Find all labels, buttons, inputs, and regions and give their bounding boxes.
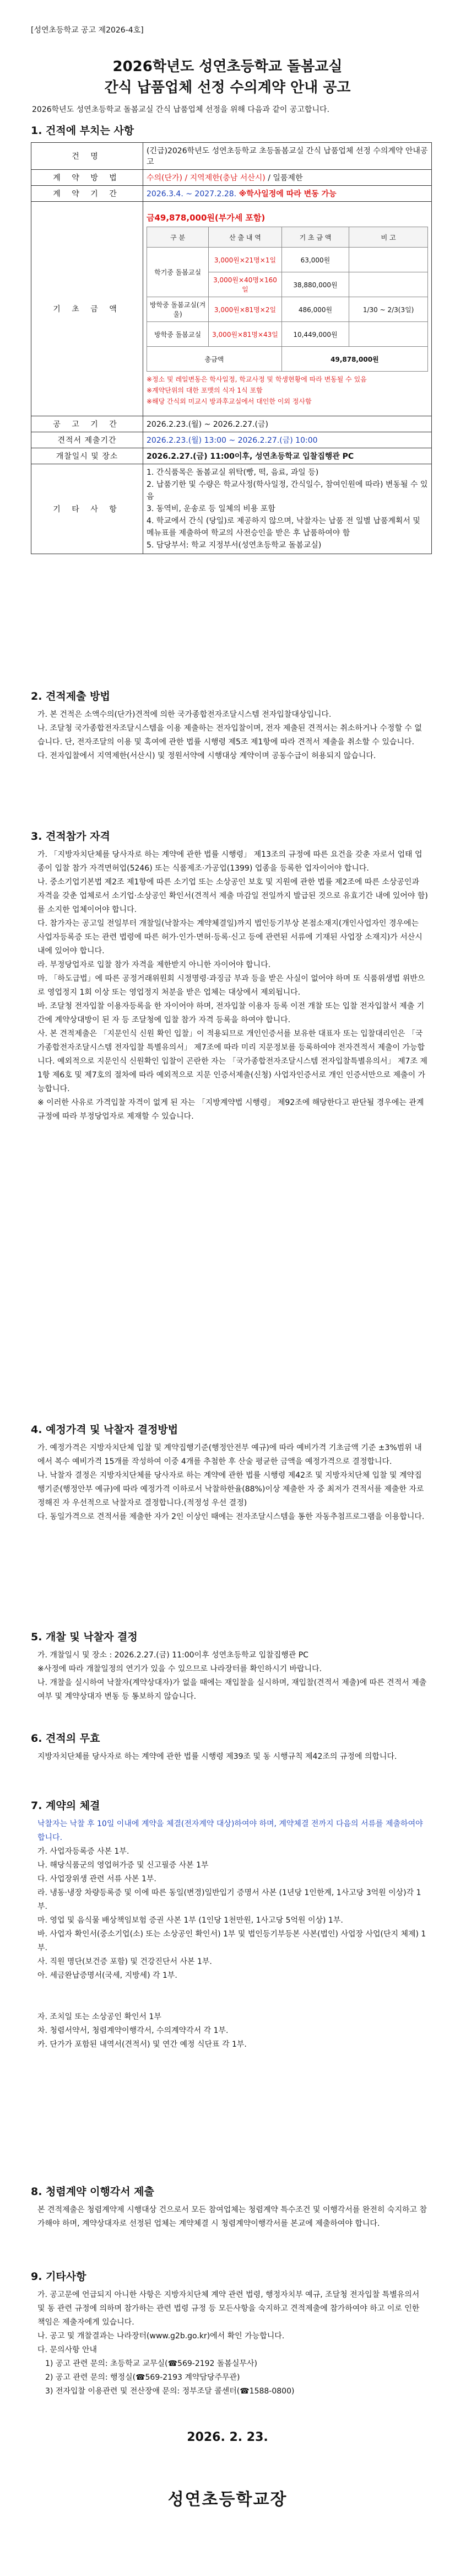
paragraph: 낙찰자는 낙찰 후 10일 이내에 계약을 체결(전자계약 대상)하여야 하며, 계약체결 전까지 다음의 서류를 제출하여야 합니다.: [37, 1820, 423, 1842]
note-cell: 1/30 ~ 2/3(3일): [349, 297, 428, 322]
paragraph: 바. 사업자 확인서(중소기업(소) 또는 소상공인 확인서) 1부 및 법인등기부등본 사본(법인) 사업장 사업(단지 체제) 1부.: [37, 1930, 426, 1952]
method-type: 수의(단가): [147, 174, 183, 183]
paragraph: 마. 영업 및 음식물 배상책임보험 증권 사본 1부 (1인당 1천만원, 1사고당 5억원 이상) 1부.: [37, 1916, 343, 1925]
row-value-opening: 2026.2.27.(금) 11:00이후, 성연초등학교 입찰집행관 PC: [143, 448, 432, 464]
paragraph: 마. 「하도급법」에 따른 공정거래위원회 시정명령·과징금 부과 등을 받은 사실이 없어야 하며 또 식품위생법 위반으로 영업정지 1회 이상 또는 영업정지 처분을 받은 업체는 대상에서 제외됩니다.: [37, 974, 425, 997]
row-value-period: [143, 186, 432, 202]
note-cell: [349, 272, 428, 297]
total-label: 총금액: [147, 347, 282, 372]
section-7-heading: 7. 계약의 체결: [31, 1800, 100, 1812]
contract-period: 2026.3.4. ~ 2027.2.28.: [147, 190, 237, 198]
section-3-heading: 3. 견적참가 자격: [31, 830, 110, 842]
paragraph: 나. 공고 및 개찰결과는 나라장터(www.g2b.go.kr)에서 확인 가능합니다.: [37, 2332, 285, 2341]
bid-summary-table: [31, 142, 432, 554]
calc-cell: 3,000원×40명×160일: [209, 272, 282, 297]
paragraph: 나. 해당식품군의 영업허가증 및 신고필증 사본 1부: [37, 1861, 209, 1870]
paragraph: 바. 조달청 전자입찰 이용자등록을 한 자이어야 하며, 전자입찰 이용자 등록 이전 개찰 또는 입찰 전자입찰서 제출 기간에 계약상대방이 된 자 등 조달청에 입찰 참가 자격 등록을 하여야 합니다.: [37, 1002, 425, 1024]
total-value: 49,878,000원: [281, 347, 427, 372]
paragraph: 나. 중소기업기본법 제2조 제1항에 따른 소기업 또는 소상공인 보호 및 지원에 관한 법률 제2조에 따른 소상공인과 자격을 갖춘 업체로서 소기업·소상공인 확인서(견적서 제출 마감일 전일까지 발급된 것으로 유효기간 내에 있어야 함)를 소지한 업체이어야 합니다.: [37, 878, 428, 914]
paragraph: 나. 개찰을 실시하여 낙찰자(계약상대자)가 없을 때에는 재입찰을 실시하며, 재입찰(견적서 제출)에 따른 견적서 제출 여부 및 계약상대자 변동 등 통보하지 않습니다.: [37, 1678, 427, 1701]
paragraph: 나. 조달청 국가종합전자조달시스템을 이용 제출하는 전자입찰이며, 전자 제출된 견적서는 취소하거나 수정할 수 없습니다. 단, 전자조달의 이용 및 혹여에 관한 법률 시행령 제5조 제1항에 따라 견적서 제출을 취소할 수 있습니다.: [37, 724, 422, 747]
paragraph: 카. 단가가 포함된 내역서(견적서) 및 연간 예정 식단표 각 1부.: [37, 2040, 247, 2049]
calc-cell: 3,000원×81명×43일: [209, 322, 282, 347]
table-row-total: [147, 347, 428, 372]
section-4-body: [37, 1441, 429, 1524]
other-item: 3. 동역비, 운송로 등 일체의 비용 포함: [147, 505, 275, 513]
paragraph: 가. 본 건적은 소액수의(단가)견적에 의한 국가종합전자조달시스템 전자입찰대상입니다.: [37, 710, 332, 719]
note-cell: [349, 248, 428, 272]
paragraph: 라. 부정당업자로 입찰 참가 자격을 제한받지 아니한 자이어야 합니다.: [37, 960, 271, 969]
calc-cell: 3,000원×81명×2일: [209, 297, 282, 322]
paragraph: 지방자치단체를 당사자로 하는 계약에 관한 법률 시행령 제39조 및 동 시행규칙 제42조의 규정에 의합니다.: [37, 1752, 397, 1761]
col-header-category: 구 분: [147, 227, 209, 248]
section-6-heading: 6. 견적의 무효: [31, 1732, 100, 1745]
category-semester: 학기중 돌봄교실: [147, 248, 209, 297]
row-label-other: 기 타 사 항: [31, 464, 143, 554]
section-9-body: [37, 2288, 429, 2398]
row-label-method: 계 약 방 법: [31, 170, 143, 186]
issuer-name: 성연초등학교장: [167, 2490, 288, 2509]
paragraph: ※사정에 따라 개찰일정의 연기가 있을 수 있으므로 나라장터를 확인하시기 바랍니다.: [37, 1665, 322, 1673]
row-label-base-amount: 기 초 금 액: [31, 202, 143, 416]
section-9-heading: 9. 기타사항: [31, 2271, 86, 2283]
table-row: [147, 322, 428, 347]
paragraph: 가. 예정가격은 지방자치단체 입찰 및 계약집행기준(행정안전부 예규)에 따라 예비가격 기초금액 기준 ±3%범위 내에서 복수 예비가격 15개를 작성하여 이중 4개를 추첨한 후 산술 평균한 금액을 예정가격으로 결정합니다.: [37, 1443, 422, 1466]
amount-note-2: ※계약단위의 대한 포맷의 식자 1식 포함: [147, 387, 263, 394]
category-winter: 방학중 돌봄교실(겨울): [147, 297, 209, 322]
row-label-opening: 개찰일시 및 장소: [31, 448, 143, 464]
section-2-heading: 2. 견적제출 방법: [31, 690, 110, 702]
notice-page: [21, 0, 434, 2576]
paragraph: ※ 이러한 사유로 가격입찰 자격이 없게 된 자는 「지방계약법 시행령」 제92조에 해당한다고 판단될 경우에는 관계규정에 따라 부정당업자로 제재할 수 있습니다.: [37, 1098, 424, 1121]
section-1-heading: 1. 건적에 부치는 사항: [31, 125, 134, 137]
section-5-heading: 5. 개찰 및 낙찰자 결정: [31, 1631, 138, 1643]
section-7-body: [37, 1817, 429, 2052]
section-8-heading: 8. 청렴계약 이행각서 제출: [31, 2186, 154, 2198]
method-region: / 지역제한(충남 서산시): [185, 174, 266, 183]
amount-breakdown-table: [147, 227, 428, 372]
paragraph: 사. 직원 명단(보건증 포함) 및 건강진단서 사본 1부.: [37, 1957, 212, 1966]
contact-line: 2) 공고 관련 문의: 행정실(☎569-2193 계약담당주무관): [45, 2373, 240, 2382]
amount-cell: 10,449,000원: [281, 322, 349, 347]
section-3-body: [37, 848, 429, 1124]
paragraph: 가. 「지방자치단체를 당사자로 하는 계약에 관한 법률 시행령」 제13조의 규정에 따른 요건을 갖춘 자로서 업태 업종이 입찰 참가 자격면허업(5246) 또는 식품제조·가공업(1399) 업종을 등록한 업자이어야 합니다.: [37, 850, 422, 873]
contact-line: 1) 공고 관련 문의: 초등학교 교무실(☎569-2192 돌봄실무사): [45, 2359, 257, 2368]
col-header-amount: 기 초 금 액: [281, 227, 349, 248]
paragraph: 본 견적제출은 청렴계약제 시행대상 건으로서 모든 참여업체는 청렴계약 특수조건 및 이행각서를 완전히 숙지하고 참가해야 하며, 계약상대자로 선정된 업체는 계약체결 시 청렴계약이행각서를 본교에 제출하여야 합니다.: [37, 2205, 427, 2228]
section-2-body: [37, 708, 429, 763]
notice-date: 2026. 2. 23.: [187, 2430, 268, 2444]
col-header-note: 비 고: [349, 227, 428, 248]
amount-note-3: ※해당 간식외 미교시 방과후교실에서 대인한 이외 정사함: [147, 398, 312, 405]
paragraph: 가. 사업자등록증 사본 1부.: [37, 1847, 129, 1856]
category-vacation: 방학중 돌봄교실: [147, 322, 209, 347]
paragraph: 사. 본 견적제출은 「지문인식 신원 확인 입찰」이 적용되므로 개인인증서를 보유한 대표자 또는 입찰대리인은 「국가종합전자조달시스템 전자입찰 특별유의서」 제7조에 따라 미리 지문정보를 등록하여야 전자견적서 제출이 가능합니다. 예외적으로 지문인식 신원확인 입찰이 곤란한 자는 「국가종합전자조달시스템 전자입찰특별유의서」 제7조 제1항 제6호 및 제7호의 절차에 따라 예외적으로 지문 인증서제출(신청) 사업자인증서로 개인 인증서만으로 제출이 가능합니다.: [37, 1029, 427, 1093]
amount-cell: 63,000원: [281, 248, 349, 272]
other-item: 2. 납품기한 및 수량은 학교사정(학사일정, 간식일수, 참여인원에 따라) 변동될 수 있음: [147, 480, 428, 501]
paragraph: 다. 동일가격으로 견적서를 제출한 자가 2인 이상인 때에는 전자조달시스템을 통한 자동추첨프로그램을 이용합니다.: [37, 1512, 425, 1521]
row-value-notice-period: 2026.2.23.(월) ~ 2026.2.27.(금): [143, 416, 432, 432]
row-label-submit-period: 견적서 제출기간: [31, 432, 143, 448]
table-row: [147, 248, 428, 272]
paragraph: 가. 개찰일시 및 장소 : 2026.2.27.(금) 11:00이후 성연초등학교 입찰집행관 PC: [37, 1651, 308, 1660]
row-value-name: (긴급)2026학년도 성연초등학교 초등돌봄교실 간식 납품업체 선정 수의계약 안내공고: [143, 143, 432, 170]
section-6-body: [37, 1750, 429, 1764]
paragraph: 다. 참가자는 공고일 전일부터 개찰일(낙찰자는 계약체결일)까지 법인등기부상 본점소재지(개인사업자인 경우에는 사업자등록증 또는 관련 법령에 따른 허가·인가·면허·등록·신고 등에 관련된 서류에 기재된 사업장 소재지)가 서산시 내에 있어야 합니다.: [37, 919, 422, 956]
paragraph: 차. 청렴서약서, 청렴계약이행각서, 수의계약각서 각 1부.: [37, 2026, 229, 2035]
other-item: 5. 담당부서: 학교 지정부서(성연초등학교 돌봄교실): [147, 541, 322, 550]
row-label-notice-period: 공 고 기 간: [31, 416, 143, 432]
intro-text: 2026학년도 성연초등학교 돌봄교실 간식 납품업체 선정을 위해 다음과 같이 공고합니다.: [32, 105, 329, 114]
paragraph: 아. 세금완납증명서(국세, 지방세) 각 1부.: [37, 1971, 177, 1980]
method-limit: / 일품제한: [268, 174, 303, 183]
other-item: 1. 간식품목은 돌봄교실 위탁(빵, 떡, 음료, 과일 등): [147, 468, 319, 477]
period-note: ※학사일정에 따라 변동 가능: [239, 190, 337, 198]
row-value-submit-period: 2026.2.23.(월) 13:00 ~ 2026.2.27.(금) 10:00: [143, 432, 432, 448]
amount-cell: 38,880,000원: [281, 272, 349, 297]
section-4-heading: 4. 예정가격 및 낙찰자 결정방법: [31, 1424, 178, 1436]
paragraph: 다. 사업장위생 관련 서류 사본 1부.: [37, 1875, 156, 1883]
notice-title-line2: 간식 납품업체 선정 수의계약 안내 공고: [104, 79, 351, 96]
col-header-calc: 산 출 내 역: [209, 227, 282, 248]
paragraph: 가. 공고문에 언급되지 아니한 사항은 지방자치단체 계약 관련 법령, 행정자치부 예규, 조달청 전자입찰 특별유의서 및 동 관련 규정에 의하며 참가하는 관련 법령 규정 등 모든사항을 숙지하고 견적제출에 참가하여야 하고 이로 인한 책임은 제출자에게 있습니다.: [37, 2290, 420, 2327]
contact-line: 3) 전자입찰 이용관련 및 전산장애 문의: 정부조달 콜센터(☎1588-0800): [45, 2387, 295, 2396]
paragraph: 자. 조치일 또는 소상공인 확인서 1부: [37, 2012, 161, 2021]
paragraph: 라. 냉동·냉장 차량등록증 및 이에 따른 동일(변경)일반입기 증명서 사본 (1년당 1인한계, 1사고당 3억원 이상)각 1부.: [37, 1888, 421, 1911]
section-8-body: [37, 2203, 429, 2231]
base-amount-total: 금49,878,000원(부가세 포함): [147, 213, 266, 223]
paragraph: 다. 문의사항 안내: [37, 2346, 98, 2354]
row-label-period: 계 약 기 간: [31, 186, 143, 202]
row-value-method: [143, 170, 432, 186]
paragraph: 나. 낙찰자 결정은 지방자치단체를 당사자로 하는 계약에 관한 법률 시행령 제42조 및 지방자치단체 입찰 및 계약집행기준(행정안부 예규)에 따라 예정가격 이하로서 낙찰하한율(88%)이상 제출한 자 중 최저가 견적서를 제출한 자로 정해진 자 우선적으로 낙찰자로 결정합니다.(적정성 우선 결정): [37, 1471, 424, 1507]
amount-cell: 486,000원: [281, 297, 349, 322]
paragraph: 다. 전자입찰에서 지역제한(서산시) 및 정원서약에 시행대상 계약이며 공동수급이 허용되지 않습니다.: [37, 752, 376, 760]
row-label-name: 건 명: [31, 143, 143, 170]
row-value-other: [143, 464, 432, 554]
note-cell: [349, 322, 428, 347]
notice-title-line1: 2026학년도 성연초등학교 돌봄교실: [112, 58, 343, 75]
table-row: [147, 297, 428, 322]
section-5-body: [37, 1649, 429, 1704]
notice-number: [성연초등학교 공고 제2026-4호]: [31, 26, 144, 35]
row-value-base-amount: [143, 202, 432, 416]
other-item: 4. 학교에서 간식 (당일)로 제공하지 않으며, 낙찰자는 납품 전 일별 납품계획서 및 메뉴표를 제출하여 학교의 사전승인을 받은 후 납품하여야 함: [147, 517, 420, 538]
amount-note-1: ※정소 및 레일변동은 학사일정, 학교사정 및 학생현황에 따라 변동될 수 있음: [147, 375, 367, 383]
calc-cell: 3,000원×21명×1일: [209, 248, 282, 272]
